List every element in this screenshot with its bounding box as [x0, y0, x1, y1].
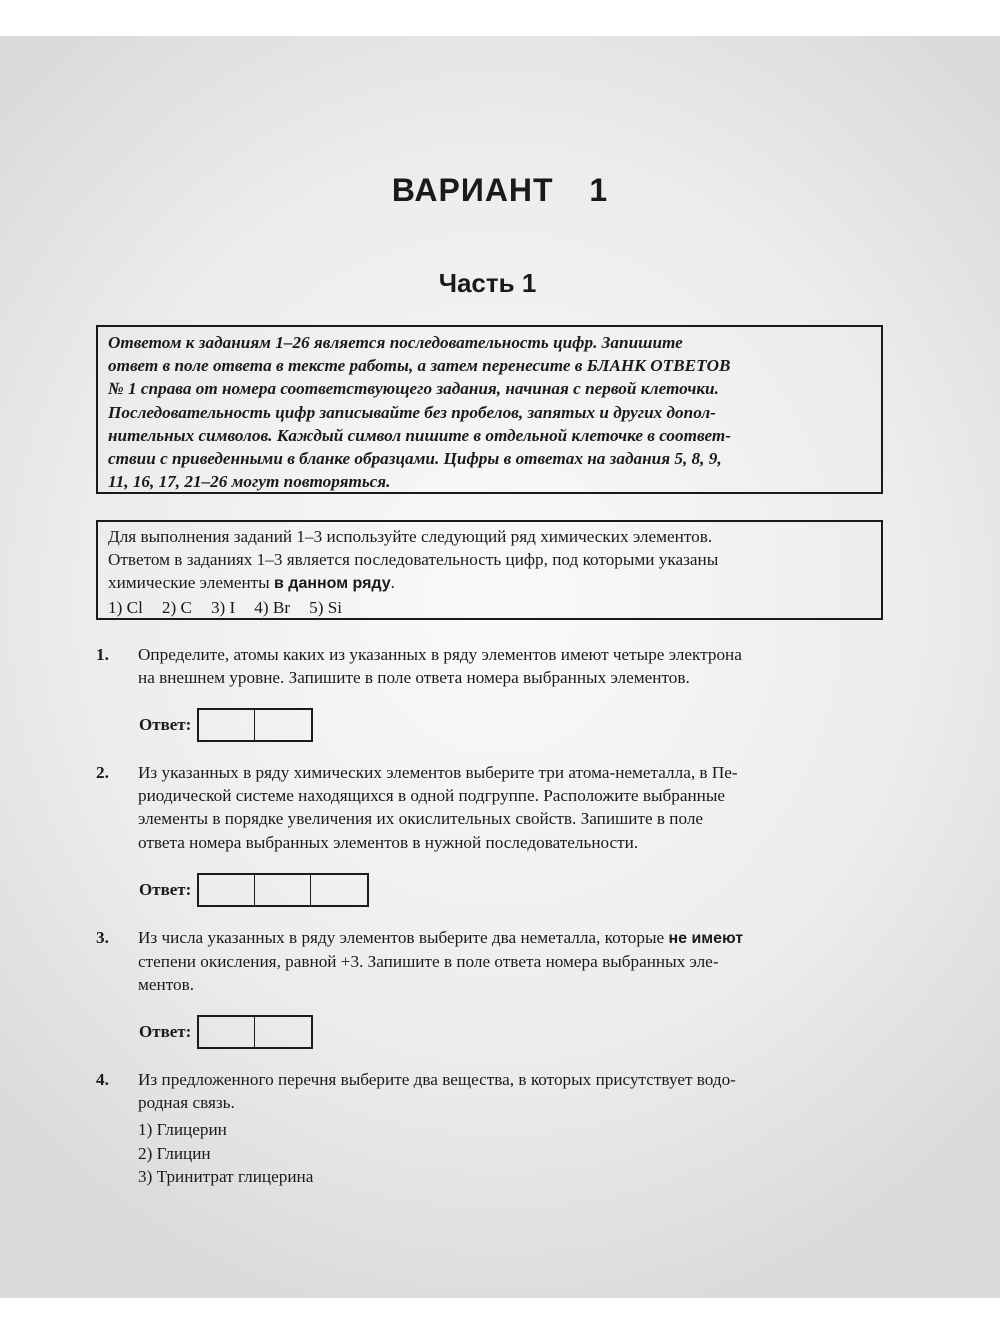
- instructions-box: [96, 325, 883, 494]
- answer-cell[interactable]: [199, 875, 255, 905]
- instructions-line: № 1 справа от номера соответствующего задания, начиная с первой клеточки.: [108, 379, 719, 399]
- task-3: [96, 926, 883, 997]
- task-line: ментов.: [138, 975, 194, 995]
- element-item: 1) Cl: [108, 597, 143, 617]
- element-item: 2) C: [161, 597, 192, 617]
- answer-cells: [197, 1015, 313, 1049]
- page-sheet: [0, 36, 1000, 1298]
- answer-cell[interactable]: [199, 710, 255, 740]
- task-1: [96, 643, 883, 689]
- task-line: ответа номера выбранных элементов в нужной последовательности.: [138, 832, 639, 852]
- instructions-line: ответ в поле ответа в тексте работы, а затем перенесите в БЛАНК ОТВЕТОВ: [108, 356, 731, 376]
- task-number: 4.: [96, 1070, 109, 1089]
- task-line: риодической системе находящихся в одной подгруппе. Расположите выбранные: [138, 786, 726, 806]
- elements-intro-period: .: [390, 573, 395, 593]
- task-line: родная связь.: [138, 1093, 235, 1113]
- answer-label: Ответ:: [139, 715, 192, 734]
- task-number: 1.: [96, 645, 109, 664]
- task-line: Определите, атомы каких из указанных в ряду элементов имеют четыре электрона: [138, 645, 742, 664]
- element-item: 3) I: [210, 597, 236, 617]
- elements-intro-line: Для выполнения заданий 1–3 используйте следующий ряд химических элементов.: [108, 527, 713, 546]
- option-item: 2) Глицин: [138, 1143, 211, 1163]
- elements-intro-line: [108, 571, 871, 595]
- task-line: Из указанных в ряду химических элементов выберите три атома-неметалла, в Пе-: [138, 763, 738, 782]
- instructions-line: Последовательность цифр записывайте без пробелов, запятых и других допол-: [108, 402, 716, 422]
- element-item: 4) Br: [254, 597, 291, 617]
- task-4-options: [138, 1118, 883, 1188]
- task-number: 2.: [96, 763, 109, 782]
- part-title: Часть 1: [438, 268, 537, 298]
- answer-cell[interactable]: [199, 1017, 255, 1047]
- task-2: [96, 761, 883, 854]
- instructions-line: Ответом к заданиям 1–26 является последовательность цифр. Запишите: [108, 333, 683, 352]
- element-item: 5) Si: [309, 597, 343, 617]
- task-line: на внешнем уровне. Запишите в поле ответа номера выбранных элементов.: [138, 668, 690, 688]
- task-line: Из предложенного перечня выберите два вещества, в которых присутствует водо-: [138, 1070, 736, 1089]
- answer-label: Ответ:: [139, 880, 192, 899]
- task-line: элементы в порядке увеличения их окислительных свойств. Запишите в поле: [138, 809, 704, 829]
- task-line: [138, 926, 883, 950]
- option-item: 1) Глицерин: [138, 1120, 227, 1140]
- task-1-answer: [139, 708, 313, 742]
- elements-box: [96, 520, 883, 620]
- elements-intro-text: химические элементы: [108, 573, 275, 593]
- answer-cell[interactable]: [255, 710, 311, 740]
- task-2-answer: [139, 873, 369, 907]
- variant-title: ВАРИАНТ 1: [391, 172, 609, 208]
- answer-cell[interactable]: [255, 1017, 311, 1047]
- instructions-line: 11, 16, 17, 21–26 могут повторяться.: [108, 472, 391, 492]
- task-number: 3.: [96, 928, 109, 947]
- task-3-text: Из числа указанных в ряду элементов выберите два неметалла, которые: [138, 928, 669, 947]
- answer-cell[interactable]: [311, 875, 367, 905]
- elements-intro-emphasis: в данном ряду: [274, 575, 391, 593]
- answer-cell[interactable]: [255, 875, 311, 905]
- task-line: степени окисления, равной +3. Запишите в поле ответа номера выбранных эле-: [138, 952, 719, 972]
- elements-intro-line: Ответом в заданиях 1–3 является последовательность цифр, под которыми указаны: [108, 550, 719, 570]
- instructions-line: нительных символов. Каждый символ пишите в отдельной клеточке в соответ-: [108, 425, 731, 445]
- elements-list: [108, 596, 871, 619]
- option-item: 3) Тринитрат глицерина: [138, 1166, 314, 1186]
- answer-cells: [197, 873, 369, 907]
- answer-cells: [197, 708, 313, 742]
- answer-label: Ответ:: [139, 1022, 192, 1041]
- task-3-answer: [139, 1015, 313, 1049]
- instructions-line: ствии с приведенными в бланке образцами. Цифры в ответах на задания 5, 8, 9,: [108, 449, 722, 469]
- task-4: [96, 1068, 883, 1188]
- task-3-emphasis: не имеют: [668, 930, 744, 947]
